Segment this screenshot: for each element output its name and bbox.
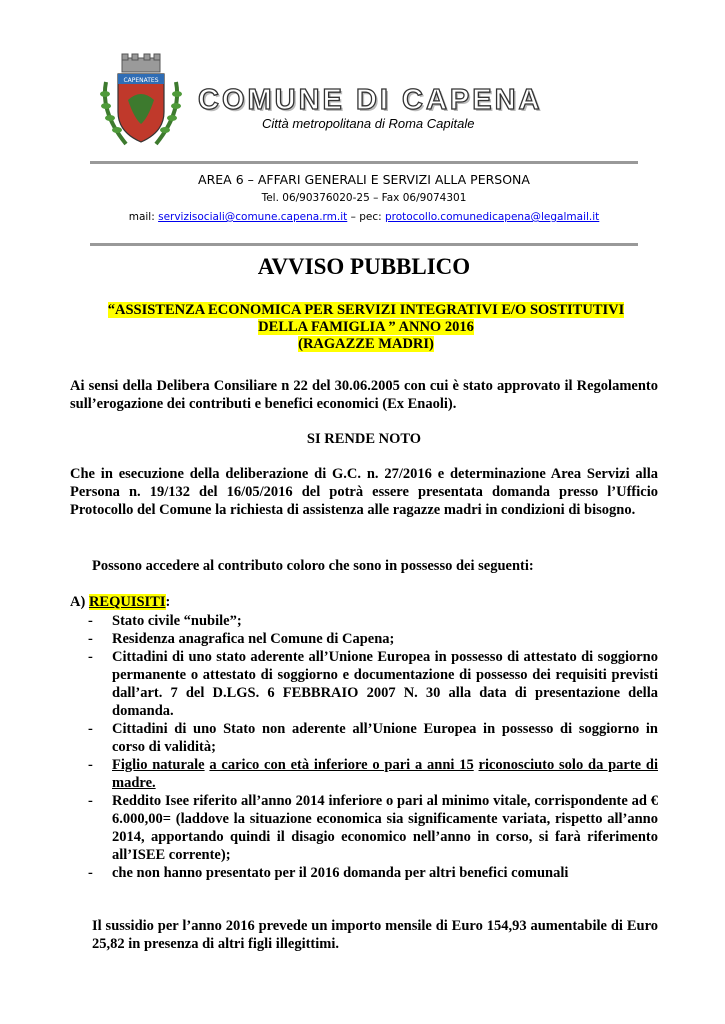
list-dash: - [88, 649, 93, 665]
notice-title-line-3: (RAGAZZE MADRI) [298, 336, 434, 352]
requirement-text: Cittadini di uno stato aderente all’Unione Europea in possesso di attestato di soggiorno permanente o attestato di soggiorno e documentazione di possesso dei requisiti previsti dall’art. 7 del D.LGS. 6 FEBBRAIO 2007 N. 30 alla data di presentazione della domanda. [112, 649, 658, 719]
figlio-part-3: a carico con età inferiore o pari a anni 15 [209, 757, 474, 773]
intro-paragraph: Ai sensi della Delibera Consiliare n 22 del 30.06.2005 con cui è stato approvato il Regolamento sull’erogazione dei contributi e benefici economici (Ex Enaoli). [70, 378, 658, 412]
list-dash: - [88, 721, 93, 737]
che-paragraph: Che in esecuzione della deliberazione di G.C. n. 27/2016 e determinazione Area Servizi alla Persona n. 19/132 del 16/05/2016 del potrà essere presentata domanda presso l’Ufficio Protocollo del Comune la richiesta di assistenza alle ragazze madri in condizioni di bisogno. [70, 466, 658, 518]
list-dash: - [88, 631, 93, 647]
header-divider-top [90, 161, 638, 164]
requirement-text: Residenza anagrafica nel Comune di Capena; [112, 631, 395, 647]
notice-title-line-1: “ASSISTENZA ECONOMICA PER SERVIZI INTEGRATIVI E/O SOSTITUTIVI [107, 302, 625, 318]
mail-link[interactable]: servizisociali@comune.capena.rm.it [158, 211, 348, 223]
figlio-part-1: Figlio naturale [112, 757, 205, 773]
requisiti-heading [70, 593, 658, 611]
requisiti-prefix: A) [70, 594, 89, 610]
comune-capena-crest-icon [96, 52, 186, 150]
notice-title [76, 302, 656, 353]
list-item [70, 630, 658, 648]
possono-paragraph: Possono accedere al contributo coloro che sono in possesso dei seguenti: [92, 558, 534, 574]
list-dash: - [88, 793, 93, 809]
requisiti-colon: : [165, 594, 171, 610]
list-dash: - [88, 613, 93, 629]
list-item [70, 612, 658, 630]
pec-link[interactable]: protocollo.comunedicapena@legalmail.it [384, 211, 600, 223]
requirement-text: Stato civile “nubile”; [112, 613, 242, 629]
list-item [70, 648, 658, 720]
list-item [70, 756, 658, 792]
requirement-text: Reddito Isee riferito all’anno 2014 inferiore o pari al minimo vitale, corrispondente ad € 6.000,00= (laddove la situazione economica sia significamente variata, rispetto all’anno 2014, apportando quindi il disagio economico nell’anno in corso, si farà riferimento all’ISEE corrente); [112, 793, 658, 863]
area-name: AREA 6 – AFFARI GENERALI E SERVIZI ALLA PERSONA [198, 172, 530, 187]
notice-title-line-2: DELLA FAMIGLIA ” ANNO 2016 [258, 319, 474, 335]
mail-prefix: mail: [128, 211, 159, 223]
crest-banner-text: CAPENATES [123, 77, 159, 84]
requirement-text: Cittadini di uno Stato non aderente all’Unione Europea in possesso di soggiorno in corso di validità; [112, 721, 658, 755]
figlio-part-5: riconosciuto solo da parte di madre. [112, 757, 659, 791]
list-item [70, 720, 658, 756]
comune-subtitle: Città metropolitana di Roma Capitale [262, 116, 475, 131]
requirements-list [70, 612, 658, 882]
header-divider-bottom [90, 243, 638, 246]
list-dash: - [88, 757, 93, 773]
contact-emails [90, 211, 638, 223]
list-dash: - [88, 865, 93, 881]
pec-prefix: – pec: [347, 211, 385, 223]
sussidio-paragraph: Il sussidio per l’anno 2016 prevede un importo mensile di Euro 154,93 aumentabile di Euro 25,82 in presenza di altri figli illegittimi. [92, 918, 658, 952]
notice-heading: AVVISO PUBBLICO [257, 254, 471, 279]
contact-phone-fax: Tel. 06/90376020-25 – Fax 06/9074301 [261, 192, 467, 204]
rende-noto-heading: SI RENDE NOTO [306, 431, 422, 447]
comune-title: COMUNE DI CAPENA [198, 84, 543, 116]
requirement-text: che non hanno presentato per il 2016 domanda per altri benefici comunali [112, 865, 569, 881]
requisiti-label: REQUISITI [88, 594, 166, 610]
list-item [70, 792, 658, 864]
list-item [70, 864, 658, 882]
